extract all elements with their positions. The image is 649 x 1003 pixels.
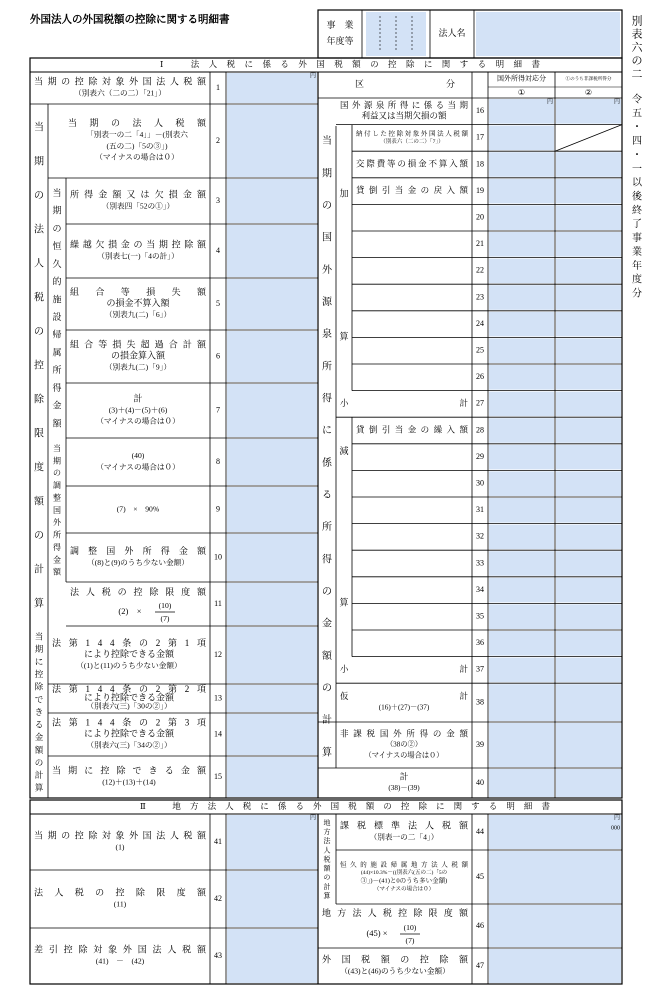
row-number: 26 — [476, 372, 484, 382]
row-label: ③」)－(41)と0のうち多い金額) — [360, 877, 448, 885]
amount-field-32-1[interactable] — [489, 525, 554, 550]
era-note: 令五・四・一以後終了事業年度分 — [632, 94, 642, 300]
row-number: 41 — [214, 836, 222, 846]
col-1-header: 国外所得対応分 — [497, 74, 546, 83]
row-label: (五の二)「5の③」) — [106, 141, 168, 151]
amount-field-23-1[interactable] — [489, 285, 554, 310]
row-number: 10 — [214, 552, 222, 562]
row-label: （(8)と(9)のうち少ない金額） — [87, 557, 189, 567]
row-label: 国外源泉所得に係る当期 — [340, 99, 468, 110]
row-number: 29 — [476, 451, 484, 461]
row-label: 当期の法人税額 — [68, 118, 206, 129]
amount-field-26-1[interactable] — [489, 365, 554, 390]
amount-field-42[interactable] — [227, 871, 317, 927]
row-number: 40 — [476, 777, 484, 787]
row-label: 小 計 — [340, 663, 468, 674]
right-group-label: 当期の国外源泉所得に係る所得の金額の計算 — [322, 136, 332, 759]
add-label: 加 — [339, 188, 349, 199]
amount-field-21-2[interactable] — [556, 232, 621, 257]
amount-field-32-2[interactable] — [556, 525, 621, 550]
row-label: （別表六(三)「30の②」） — [86, 701, 172, 711]
row-number: 4 — [216, 245, 220, 255]
row-number: 11 — [214, 598, 222, 608]
row-label: （別表九(二)「6」） — [104, 310, 172, 319]
row-number: 2 — [216, 135, 220, 145]
yen-unit: 円 — [546, 99, 553, 106]
row-number: 6 — [216, 351, 220, 361]
row-label: 非課税国外所得の金額 — [340, 728, 468, 739]
amount-field-39-1[interactable] — [489, 723, 554, 767]
row-label: の損金算入額 — [110, 350, 166, 361]
row-number: 14 — [214, 729, 222, 739]
row-number: 32 — [476, 531, 484, 541]
row-label: により控除できる金額 — [83, 649, 175, 660]
amount-field-44[interactable] — [489, 815, 621, 849]
side-label: 別表六の二 — [631, 15, 643, 81]
amount-field-16-1[interactable] — [489, 99, 554, 124]
section2-right-group-label: 地方法人税額の計算 — [323, 819, 331, 900]
row-label: 計 — [133, 393, 143, 404]
form-title: 外国法人の外国税額の控除に関する明細書 — [30, 14, 230, 26]
amount-field-2[interactable] — [227, 105, 317, 177]
yen-unit: 円 — [309, 73, 316, 80]
row-label: 組合等損失超過合計額 — [70, 339, 206, 350]
row-label: 貸倒引当金の戻入額 — [356, 185, 468, 196]
amount-field-28-2[interactable] — [556, 418, 621, 443]
row-number: 38 — [476, 697, 484, 707]
amount-field-11[interactable] — [227, 583, 317, 625]
row-label: 課税標準法人税額 — [340, 820, 468, 831]
amount-field-18-1[interactable] — [489, 152, 554, 177]
row-label: (2) × — [118, 605, 142, 616]
row-number: 8 — [216, 456, 220, 466]
row-label: 法人税の控除限度額 — [70, 587, 206, 598]
row-number: 35 — [476, 611, 484, 621]
amount-field-38-2[interactable] — [556, 684, 621, 721]
amount-field-35-2[interactable] — [556, 604, 621, 629]
row-number: 46 — [476, 920, 484, 930]
amount-field-22-2[interactable] — [556, 259, 621, 284]
row-label: （別表六（二の二）「7」） — [380, 139, 444, 146]
amount-field-8[interactable] — [227, 439, 317, 485]
row-label: 法人税の控除限度額 — [34, 887, 206, 898]
amount-field-41[interactable] — [227, 815, 317, 869]
col-header-ku: 区 分 — [355, 79, 455, 90]
thousand-zeros: 000 — [611, 825, 620, 832]
row-number: 39 — [476, 739, 484, 749]
row-number: 9 — [216, 504, 220, 514]
row-label: (12)＋(13)＋(14) — [102, 777, 156, 787]
amount-field-20-1[interactable] — [489, 205, 554, 230]
row-label: （別表七(一)「4の計」） — [97, 251, 179, 261]
amount-field-13[interactable] — [227, 685, 317, 712]
row-label: （マイナスの場合は０） — [96, 416, 180, 426]
row-label: 当期に控除できる金額 — [52, 765, 206, 776]
row-number: 47 — [476, 960, 484, 970]
amount-field-45[interactable] — [489, 851, 621, 903]
amount-field-31-1[interactable] — [489, 498, 554, 523]
amount-field-24-1[interactable] — [489, 312, 554, 337]
amount-field-19-2[interactable] — [556, 179, 621, 204]
amount-field-10[interactable] — [227, 534, 317, 581]
amount-field-25-2[interactable] — [556, 338, 621, 363]
amount-field-23-2[interactable] — [556, 285, 621, 310]
row-label: 当期の控除対象外国法人税額 — [34, 76, 206, 87]
amount-field-33-1[interactable] — [489, 551, 554, 576]
row-label: 法第144条の2第3項 — [52, 717, 206, 728]
fiscal-year-label-top: 事 業 — [326, 20, 354, 31]
amount-field-37-1[interactable] — [489, 658, 554, 683]
row-label: (41) － (42) — [95, 956, 145, 966]
row-number: 45 — [476, 871, 484, 881]
amount-field-17-1[interactable] — [489, 126, 554, 151]
row-label: (3)＋(4)－(5)＋(6) — [108, 405, 168, 415]
yen-unit: 円 — [309, 815, 316, 822]
row-label: 仮 計 — [340, 691, 468, 702]
amount-field-3[interactable] — [227, 179, 317, 223]
row-label: 小 計 — [340, 397, 468, 408]
corp-name-field[interactable] — [476, 12, 620, 56]
amount-field-36-1[interactable] — [489, 631, 554, 656]
fraction-numerator: (10) — [403, 922, 417, 932]
amount-field-30-1[interactable] — [489, 471, 554, 496]
amount-field-31-2[interactable] — [556, 498, 621, 523]
amount-field-14[interactable] — [227, 714, 317, 755]
row-number: 36 — [476, 638, 484, 648]
row-label: (1) — [115, 842, 125, 852]
row-number: 22 — [476, 265, 484, 275]
amount-field-25-1[interactable] — [489, 338, 554, 363]
row-label: 外国税額の控除額 — [322, 954, 468, 965]
amount-field-16-2[interactable] — [556, 99, 621, 124]
row-label: 貸倒引当金の繰入額 — [356, 424, 468, 435]
row-label: 恒久的施設帰属地方法人税額 — [340, 861, 468, 869]
amount-field-1[interactable] — [227, 73, 317, 103]
row-label: 組合等損失額 — [70, 286, 206, 297]
row-number: 30 — [476, 478, 484, 488]
amount-field-20-2[interactable] — [556, 205, 621, 230]
row-number: 23 — [476, 292, 484, 302]
credit-group-label: 当期に控除できる金額の計算 — [34, 631, 44, 793]
row-label: 利益又は当期欠損の額 — [361, 110, 447, 121]
row-label: 納付した控除対象外国法人税額 — [356, 130, 468, 138]
row-number: 37 — [476, 664, 484, 674]
amount-field-29-2[interactable] — [556, 445, 621, 470]
amount-field-18-2[interactable] — [556, 152, 621, 177]
row-label: (16)＋(27)－(37) — [378, 703, 430, 712]
row-label: (44)×10.3%－((別表六(五の二)「5の — [360, 870, 448, 877]
row-number: 15 — [214, 771, 222, 781]
yen-unit: 円 — [613, 99, 620, 106]
row-label: (11) — [113, 899, 127, 909]
row-number: 16 — [476, 106, 484, 116]
row-label: （別表一の二「4」） — [369, 832, 439, 842]
row-number: 25 — [476, 345, 484, 355]
amount-field-34-2[interactable] — [556, 578, 621, 603]
yen-unit: 円 — [613, 815, 620, 822]
amount-field-37-2[interactable] — [556, 658, 621, 683]
row-number: 17 — [476, 132, 484, 142]
fraction-denominator: (7) — [405, 935, 415, 945]
chosei-group-label: 当期の調整国外所得金額 — [53, 443, 61, 577]
amount-field-27-2[interactable] — [556, 392, 621, 417]
col-2-number: ② — [584, 87, 593, 97]
amount-field-19-1[interactable] — [489, 179, 554, 204]
row-label: 当期の控除対象外国法人税額 — [34, 830, 206, 841]
row-number: 24 — [476, 318, 484, 328]
row-number: 27 — [476, 398, 484, 408]
row-number: 44 — [476, 826, 484, 836]
row-label: 法第144条の2第1項 — [52, 637, 206, 648]
row-number: 43 — [214, 950, 222, 960]
row-number: 18 — [476, 159, 484, 169]
row-label: 調整国外所得金額 — [70, 545, 206, 556]
row-label: により控除できる金額 — [83, 692, 175, 703]
row-label: 計 — [399, 771, 409, 782]
row-label: 差引控除対象外国法人税額 — [34, 944, 206, 955]
row-label: （別表四「52の①」） — [101, 201, 175, 211]
amount-field-7[interactable] — [227, 384, 317, 437]
row-label: （(43)と(46)のうち少ない金額） — [340, 966, 450, 976]
row-label: (45) × — [366, 927, 388, 938]
amount-field-5[interactable] — [227, 279, 317, 329]
row-number: 19 — [476, 185, 484, 195]
amount-field-34-1[interactable] — [489, 578, 554, 603]
row-label: (40) — [131, 451, 145, 461]
row-label: （マイナスの場合は０） — [373, 886, 435, 893]
amount-field-35-1[interactable] — [489, 604, 554, 629]
sub-label: 減 — [339, 445, 349, 456]
row-label: （マイナスの場合は０） — [95, 152, 179, 162]
amount-field-38-1[interactable] — [489, 684, 554, 721]
left-group-label: 当期の法人税の控除限度額の計算 — [34, 122, 44, 610]
row-label: （38の②） — [385, 740, 423, 749]
na-slash — [555, 125, 622, 152]
col-2-header: ①のうち非課税所得分 — [565, 76, 612, 82]
fraction-denominator: (7) — [160, 613, 170, 623]
row-label: （(1)と(11)のうち少ない金額） — [76, 661, 182, 670]
row-number: 31 — [476, 505, 484, 515]
amount-field-21-1[interactable] — [489, 232, 554, 257]
amount-field-22-1[interactable] — [489, 259, 554, 284]
amount-field-9[interactable] — [227, 487, 317, 532]
row-label: （別表六(三)「34の②」） — [86, 740, 172, 750]
amount-field-40-2[interactable] — [556, 769, 621, 797]
amount-field-36-2[interactable] — [556, 631, 621, 656]
amount-field-12[interactable] — [227, 627, 317, 683]
fraction-numerator: (10) — [158, 600, 172, 610]
section1-title: Ⅰ 法人税に係る外国税額の控除に関する明細書 — [160, 58, 540, 69]
row-label: の損金不算入額 — [106, 298, 170, 309]
row-number: 12 — [214, 649, 222, 659]
row-number: 20 — [476, 212, 484, 222]
row-label: (38)－(39) — [388, 783, 420, 792]
amount-field-24-2[interactable] — [556, 312, 621, 337]
row-label: （マイナスの場合は０） — [364, 751, 444, 760]
amount-field-39-2[interactable] — [556, 723, 621, 767]
kotei-group-label: 当期の恒久的施設帰属所得金額 — [52, 188, 62, 429]
col-1-number: ① — [517, 87, 526, 97]
fiscal-year-label: 年度等 — [326, 36, 354, 47]
row-number: 13 — [214, 693, 222, 703]
row-number: 3 — [216, 195, 220, 205]
amount-field-47[interactable] — [489, 949, 621, 983]
amount-field-33-2[interactable] — [556, 551, 621, 576]
amount-field-26-2[interactable] — [556, 365, 621, 390]
row-number: 42 — [214, 893, 222, 903]
amount-field-40-1[interactable] — [489, 769, 554, 797]
row-number: 33 — [476, 558, 484, 568]
corp-name-label: 法人名 — [438, 28, 466, 39]
row-label: (7) × 90% — [116, 504, 160, 514]
add-label-2: 算 — [339, 331, 349, 342]
row-label: 繰越欠損金の当期控除額 — [70, 239, 206, 250]
row-number: 28 — [476, 425, 484, 435]
row-label: 「別表一の二「4」」－(別表六 — [86, 130, 188, 140]
row-label: （別表九(二)「9」） — [104, 362, 172, 372]
row-label: 所得金額又は欠損金額 — [70, 189, 206, 200]
row-label: 法第144条の2第2項 — [52, 684, 206, 695]
amount-field-29-1[interactable] — [489, 445, 554, 470]
amount-field-27-1[interactable] — [489, 392, 554, 417]
amount-field-6[interactable] — [227, 331, 317, 382]
amount-field-4[interactable] — [227, 225, 317, 277]
sub-label-2: 算 — [339, 597, 349, 608]
row-number: 5 — [216, 298, 220, 308]
amount-field-30-2[interactable] — [556, 471, 621, 496]
amount-field-43[interactable] — [227, 929, 317, 983]
row-label: （別表六（二の二）「21」） — [74, 88, 166, 98]
row-label: 地方法人税控除限度額 — [322, 908, 468, 919]
row-number: 7 — [216, 405, 220, 415]
amount-field-15[interactable] — [227, 757, 317, 797]
amount-field-28-1[interactable] — [489, 418, 554, 443]
row-number: 34 — [476, 584, 484, 594]
row-label: 交際費等の損金不算入額 — [356, 158, 468, 169]
row-label: により控除できる金額 — [83, 728, 175, 739]
amount-field-46[interactable] — [489, 905, 621, 947]
row-number: 21 — [476, 239, 484, 249]
row-label: （マイナスの場合は０） — [96, 462, 180, 472]
section2-title: Ⅱ 地方法人税に係る外国税額の控除に関する明細書 — [140, 800, 550, 811]
row-number: 1 — [216, 82, 220, 92]
